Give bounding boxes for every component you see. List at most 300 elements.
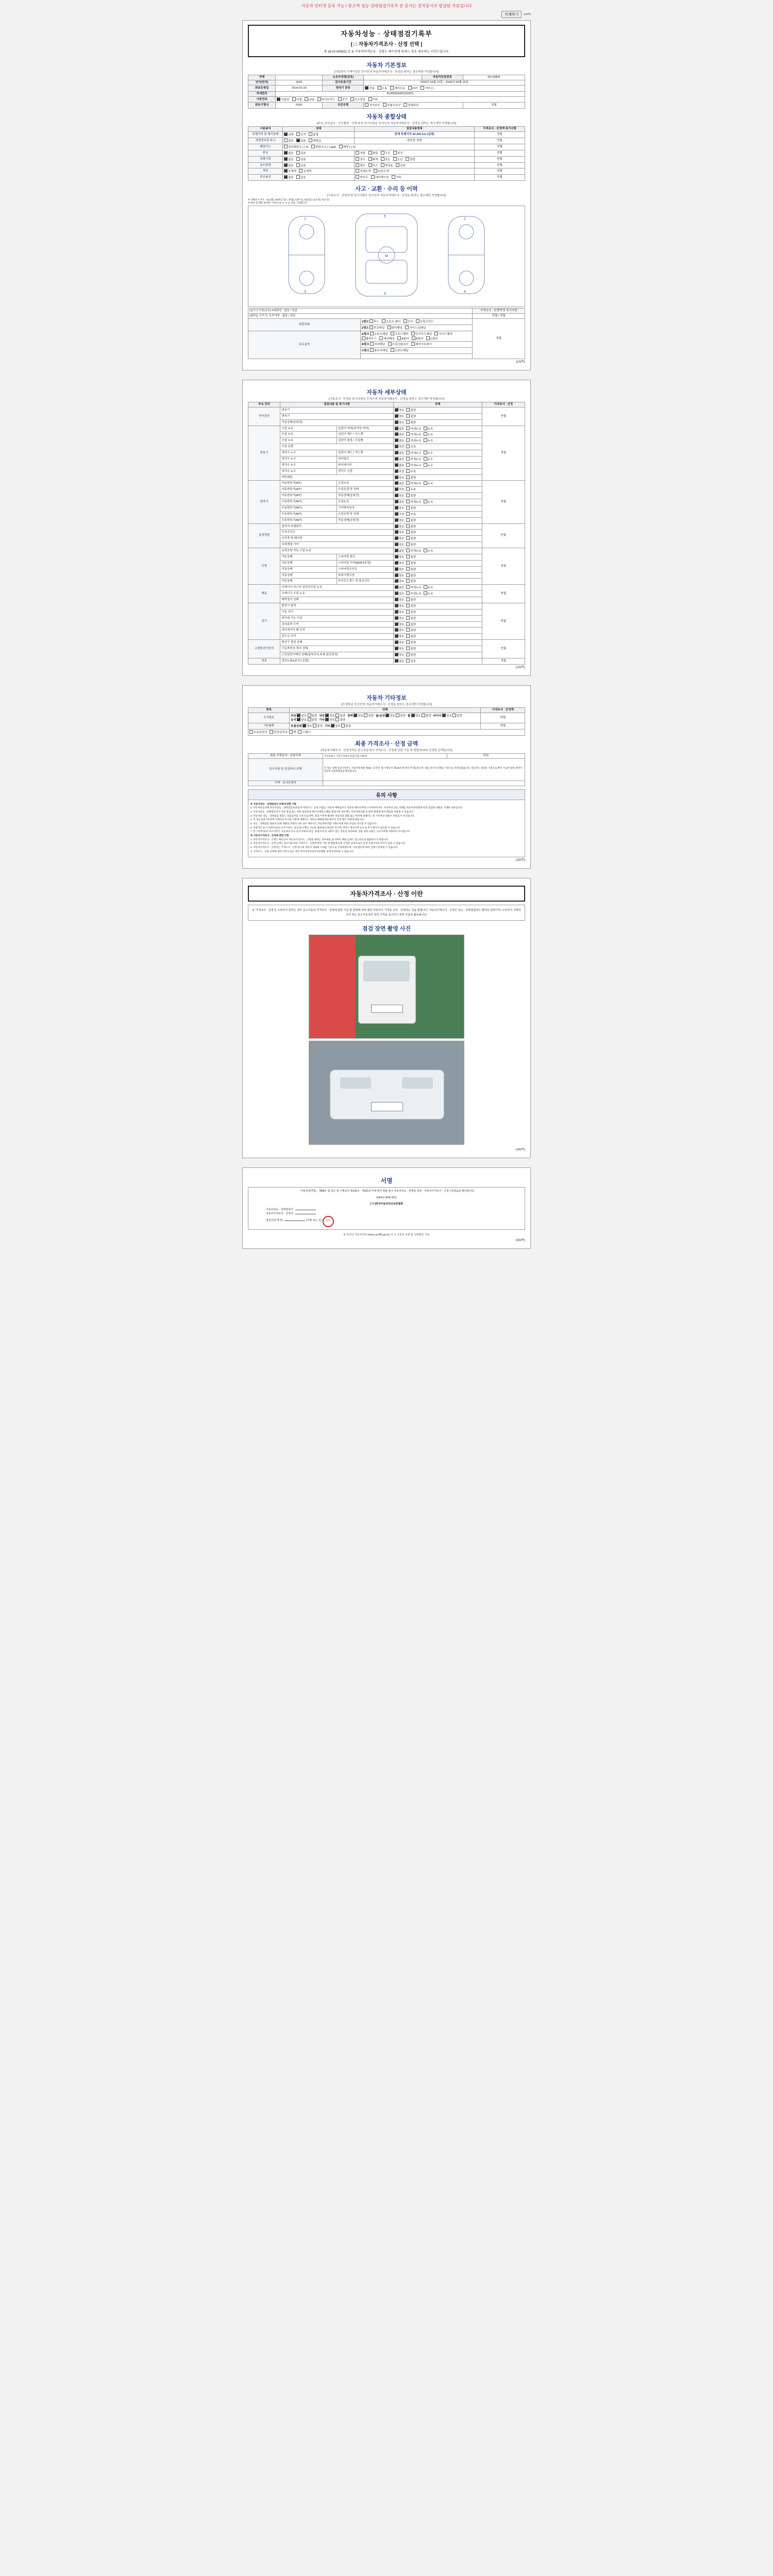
opt-양호[interactable]: ✓ 양호 bbox=[395, 567, 405, 572]
detail-item-options bbox=[393, 481, 482, 487]
opt-불량[interactable]: 불량 bbox=[406, 414, 416, 419]
section-etc-sub: [각 항목은 등사인의 자동차거래조사 · 산정을 원하는 경우에만 작성합니다] bbox=[341, 703, 432, 706]
etc-row-price: 연월 bbox=[481, 723, 525, 730]
opt-양호[interactable]: ✓ 양호 bbox=[395, 494, 405, 498]
opt-누유[interactable]: 누유 bbox=[424, 481, 433, 486]
row-label-special: 특별이력 bbox=[248, 156, 283, 162]
opt-적정[interactable]: ✓ 적정 bbox=[395, 487, 405, 492]
detail-group-1: 원동기 bbox=[248, 426, 280, 481]
opt-없음[interactable]: ✓ 없음 bbox=[395, 438, 405, 443]
row-label-color: 색상 bbox=[248, 168, 283, 175]
row-opts-color bbox=[282, 168, 354, 175]
part-cross-member[interactable]: 크로스맴버 bbox=[391, 332, 409, 336]
opt-양호[interactable]: ✓ 양호 bbox=[395, 524, 405, 529]
page-2-footer: (2/6쪽) bbox=[515, 666, 525, 669]
opt-special-flood[interactable]: 침수 bbox=[356, 157, 365, 162]
part-a-pillar[interactable]: A필러 bbox=[397, 336, 409, 341]
opt-tuning-illegal[interactable]: 불법 bbox=[368, 151, 378, 156]
opt-미세누유[interactable]: 미세누유 bbox=[406, 432, 421, 437]
opt-누유[interactable]: 누유 bbox=[424, 427, 433, 431]
part-trunk-floor[interactable]: 트렁크플로어 bbox=[388, 342, 409, 347]
part-wheel-house[interactable]: 휠하우스 bbox=[362, 336, 377, 341]
opt-불량[interactable]: 불량 bbox=[406, 476, 416, 480]
detail-col-state: 상태 bbox=[393, 402, 482, 408]
part-inside-panel[interactable]: 인사이드패널 bbox=[411, 332, 432, 336]
opt-usechange-rent[interactable]: 렌트 bbox=[356, 163, 365, 168]
opt-양호[interactable]: ✓ 양호 bbox=[395, 653, 405, 657]
opt-미세누수[interactable]: 미세누수 bbox=[406, 457, 421, 462]
row-price-plate: 연월 bbox=[474, 138, 525, 144]
detail-item-options bbox=[393, 530, 482, 536]
detail-item-options bbox=[393, 407, 482, 413]
opt-없음[interactable]: ✓ 없음 bbox=[395, 659, 405, 664]
opt-tuning-yes[interactable]: 있음 bbox=[296, 151, 306, 156]
detail-item-label: 작동상태 bbox=[280, 572, 337, 579]
detail-col-device: 주요 장치 bbox=[248, 402, 280, 408]
opt-양호[interactable]: ✓ 양호 bbox=[395, 628, 405, 633]
opt-plate-yes[interactable]: ✓ 있음 bbox=[296, 139, 306, 143]
price-row2-label: 특기사항 및 점검자의 견해 bbox=[248, 758, 323, 781]
opt-부족[interactable]: 부족 bbox=[406, 445, 416, 449]
opt-양호[interactable]: ✓ 양호 bbox=[395, 536, 405, 541]
opt-usechange-gov[interactable]: 관용 bbox=[396, 163, 406, 168]
top-notice: 자동차 인터넷 등록 가능 / 중고차 성능·상태점검기록부 본 문서는 전자문서로 발급된 자료입니다 bbox=[301, 4, 472, 8]
part-c-pillar[interactable]: C필러 bbox=[426, 336, 438, 341]
opt-불량[interactable]: 불량 bbox=[406, 536, 416, 541]
opt-누수[interactable]: 누수 bbox=[424, 457, 433, 462]
opt-없음[interactable]: ✓ 없음 bbox=[395, 591, 405, 596]
opt-양호[interactable]: ✓ 양호 bbox=[395, 543, 405, 547]
detail-group-price: 연월 bbox=[482, 523, 525, 548]
opt-없음[interactable]: ✓ 없음 bbox=[395, 432, 405, 437]
opt-양호[interactable]: ✓ 양호 bbox=[395, 647, 405, 651]
sign-row-1: 자동차가격조사 · 산정자 : bbox=[266, 1212, 523, 1216]
price-row3-label: 가격 · 조사산정자 bbox=[248, 781, 323, 786]
opt-불량[interactable]: 불량 bbox=[406, 530, 416, 535]
opt-불량[interactable]: 불량 bbox=[406, 653, 416, 657]
row-price-special: 연월 bbox=[474, 156, 525, 162]
etc-table bbox=[248, 707, 525, 736]
opt-tuning-none[interactable]: ✓ 없음 bbox=[284, 151, 294, 156]
part-b-pillar[interactable]: B필러 bbox=[412, 336, 423, 341]
opt-불량[interactable]: 불량 bbox=[406, 610, 416, 615]
opt-미세누수[interactable]: 미세누수 bbox=[406, 451, 421, 455]
detail-item-options bbox=[393, 634, 482, 640]
page-3-footer: (3/6쪽) bbox=[515, 859, 525, 862]
opt-양호[interactable]: ✓ 양호 bbox=[395, 530, 405, 535]
opt-불량[interactable]: 불량 bbox=[406, 543, 416, 547]
opt-special-fire[interactable]: 화재 bbox=[368, 157, 378, 162]
detail-item-label: 디퍼렌셜 기어 bbox=[280, 542, 393, 548]
detail-item-options bbox=[393, 548, 482, 554]
opt-special-none[interactable]: ✓ 없음 bbox=[284, 157, 294, 162]
opt-누유[interactable]: 누유 bbox=[424, 591, 433, 596]
row-sub-special bbox=[355, 156, 475, 162]
opt-transmission-cvt[interactable]: CVT bbox=[408, 86, 418, 91]
section-price-sub: [자동차거래조사 · 산정가격은 중고자동차의 가격조사 · 산정에 관한 기준 및 방법에 따라 산정한 금액입니다] bbox=[321, 749, 452, 752]
detail-item-options bbox=[393, 628, 482, 634]
section-etc-title: 자동차 기타정보 bbox=[366, 694, 407, 701]
etc-col-label: 항목 bbox=[248, 707, 290, 713]
etc-opt-안전삼각대[interactable]: 안전삼각대 bbox=[270, 730, 288, 735]
print-button[interactable]: 인쇄하기 bbox=[501, 11, 522, 18]
opt-mileage-unknown[interactable]: 불명 bbox=[309, 132, 318, 137]
opt-양호[interactable]: ✓ 양호 bbox=[395, 414, 405, 419]
photo-section-title: 점검 장면 촬영 사진 bbox=[362, 925, 411, 932]
part-quarter-panel[interactable]: 쿼터패널 bbox=[388, 326, 402, 330]
detail-item-label: 브레이크 마스터 실린더오일 누유 bbox=[280, 585, 393, 591]
detail-item-label: 와이퍼 기능 이상 bbox=[280, 615, 393, 621]
detail-item-options bbox=[393, 413, 482, 419]
page-4-footer: (4/6쪽) bbox=[515, 1148, 525, 1151]
etc-item-유리[interactable]: 유리 ✓ 양호 불량 bbox=[291, 718, 317, 722]
opt-누수[interactable]: 누수 bbox=[424, 451, 433, 455]
opt-없음[interactable]: ✓ 없음 bbox=[395, 427, 405, 431]
part-floor-panel[interactable]: 플로어패널 bbox=[370, 348, 388, 353]
sign-company: [ 사 ]한국자동차진단보증협회 bbox=[369, 1202, 404, 1206]
opt-누유[interactable]: 누유 bbox=[424, 432, 433, 437]
opt-미세누유[interactable]: 미세누유 bbox=[406, 585, 421, 590]
opt-color-achromatic[interactable]: ✓ 무채색 bbox=[284, 169, 296, 174]
section-accident-title: 사고 · 교환 · 수리 등 이력 bbox=[355, 186, 418, 193]
photo-front bbox=[309, 1041, 464, 1145]
detail-item-label: 연료누출(LP가스포함) bbox=[280, 658, 393, 664]
section-overall-sub: [주요, 주요골조 · 구조물과 · 산정에 및 특기사항은 등사인의 자동차거래조사 · 산정을 원하는 경우에만 작성합니다] bbox=[316, 122, 457, 126]
opt-적정[interactable]: ✓ 적정 bbox=[395, 445, 405, 449]
opt-불량[interactable]: 불량 bbox=[406, 555, 416, 560]
opt-미세누유[interactable]: 미세누유 bbox=[406, 481, 421, 486]
opt-usechange-lease[interactable]: 리스 bbox=[368, 163, 378, 168]
opt-options-navigation[interactable]: 네비게이션 bbox=[371, 175, 389, 180]
sheet-page-1 bbox=[242, 20, 531, 370]
part-side-sill-panel[interactable]: 사이드실패널 bbox=[405, 326, 426, 330]
row-label-options: 주요옵션 bbox=[248, 175, 283, 181]
detail-item-label: 추진축 및 베어링 bbox=[280, 536, 393, 542]
opt-불량[interactable]: 불량 bbox=[406, 573, 416, 578]
opt-누수[interactable]: 누수 bbox=[424, 463, 433, 468]
part-package-tray[interactable]: 패키지트레이 bbox=[411, 342, 432, 347]
page-1-footer: (1/6쪽) bbox=[515, 361, 525, 364]
opt-mileage-actual[interactable]: ✓ 실제 bbox=[284, 132, 294, 137]
opt-누유[interactable]: 누유 bbox=[424, 438, 433, 443]
etc-opt-사용설명서[interactable]: 사용설명서 bbox=[249, 730, 267, 735]
row-label-emission: 배출가스 bbox=[248, 144, 283, 150]
opt-불량[interactable]: 불량 bbox=[406, 640, 416, 645]
opt-fuel-electric[interactable]: 전기 bbox=[338, 97, 348, 102]
opt-양호[interactable]: ✓ 양호 bbox=[395, 616, 405, 621]
detail-item-label: 자동변속기(A/T) bbox=[280, 481, 337, 487]
detail-group-price: 연월 bbox=[482, 640, 525, 658]
etc-opt-잭[interactable]: 잭 bbox=[289, 730, 296, 735]
etc-item-부품상태[interactable]: 부품상태 ✓ 양호 불량 bbox=[291, 724, 323, 728]
sign-row-2: 점검자(산정자) : (서명 또는 인) 직인 bbox=[266, 1216, 523, 1227]
part-trunk-lid[interactable]: 트렁크리드 bbox=[416, 319, 434, 324]
damage-diagram[interactable] bbox=[248, 206, 525, 307]
detail-item-label: 수동변속기(M/T) bbox=[280, 499, 337, 505]
cell-label-carname: 차명 bbox=[248, 75, 276, 80]
opt-fuel-gasoline[interactable]: ✓ 가솔린 bbox=[277, 97, 289, 102]
col-head-price: 가격조사 · 산정액 특기사항 bbox=[474, 127, 525, 132]
detail-item-label: 오일 누유 bbox=[280, 432, 337, 438]
part-roof-panel[interactable]: 루프패널 bbox=[369, 326, 384, 330]
detail-col-price: 가격조사 · 산정 bbox=[482, 402, 525, 408]
caution-item: ※ 자동차성능 · 상태점검자 보험에 관한 사항 bbox=[250, 802, 297, 805]
etc-row-label: 수리필요 bbox=[248, 713, 290, 723]
detail-item-label: 수동변속기(M/T) bbox=[280, 517, 337, 523]
opt-emission-smoke[interactable]: 매연 ( ) % bbox=[339, 145, 356, 149]
opt-적정[interactable]: ✓ 적정 bbox=[395, 469, 405, 474]
etc-row bbox=[248, 723, 525, 730]
opt-양호[interactable]: ✓ 양호 bbox=[395, 573, 405, 578]
part-door[interactable]: 도어 bbox=[404, 319, 413, 324]
detail-item-label: 커먼레일 bbox=[280, 474, 393, 481]
opt-불량[interactable]: 불량 bbox=[406, 647, 416, 651]
detail-item-label: 수동변속기(M/T) bbox=[280, 511, 337, 517]
detail-item-options bbox=[393, 505, 482, 511]
detail-item-label: 자동변속기(A/T) bbox=[280, 487, 337, 493]
detail-row bbox=[248, 426, 525, 432]
opt-양호[interactable]: ✓ 양호 bbox=[395, 420, 405, 425]
opt-양호[interactable]: ✓ 양호 bbox=[395, 408, 405, 413]
caution-item: 1. 자동차성능상태 자동차성능 · 상태점검자(자동차거래조사 · 산정 포함)는 자동차 매매업자가 자동차 매수인에게 고지하여야 하는 자동차의 성능·상태를 자동차관리법에 따라 점검한 내용을 기재한 서류입니다. bbox=[250, 806, 463, 809]
opt-부족[interactable]: 부족 bbox=[406, 469, 416, 474]
opt-usechange-yes[interactable]: 있음 bbox=[296, 163, 306, 168]
opt-없음[interactable]: ✓ 없음 bbox=[395, 500, 405, 504]
opt-불량[interactable]: 불량 bbox=[406, 604, 416, 608]
opt-fuel-lpg[interactable]: LPG bbox=[305, 97, 314, 102]
opt-불량[interactable]: 불량 bbox=[406, 561, 416, 566]
section-overall-title: 자동차 종합상태 bbox=[366, 114, 407, 121]
opt-special-yes[interactable]: 있음 bbox=[296, 157, 306, 162]
opt-fuel-hydrogen[interactable]: 수소연료 bbox=[350, 97, 365, 102]
opt-누유[interactable]: 누유 bbox=[424, 500, 433, 504]
detail-item-label: 수동변속기(M/T) bbox=[280, 505, 337, 511]
opt-tuning-legal[interactable]: 적법 bbox=[356, 151, 365, 156]
opt-양호[interactable]: ✓ 양호 bbox=[395, 555, 405, 560]
detail-item-label: 구동축전지 격리 상태 bbox=[280, 646, 393, 652]
detail-group-price: 연월 bbox=[482, 548, 525, 585]
price-row2-text: 본 성능·상태 점검기록부는 자동차관리법 제58조 및 같은 법 시행규칙 제120조에 따라 작성되었으며, 점검 당시의 상태를 기준으로 작성되었습니다. 점검자는 점검일 기준으로 확인 가능한 범위 내에서 성실히 점검하였음을 확인합니다. bbox=[323, 758, 525, 781]
section-price-title: 최종 가격조사 · 산정 금액 bbox=[355, 741, 418, 747]
cell-label-fuel: 사용연료 bbox=[248, 96, 276, 103]
opt-있음[interactable]: 있음 bbox=[406, 659, 416, 664]
opt-양호[interactable]: ✓ 양호 bbox=[395, 561, 405, 566]
detail-item-options bbox=[393, 511, 482, 517]
etc-item-외관[interactable]: 외관 ✓ 양호 불량 bbox=[291, 714, 317, 718]
opt-color-chromatic[interactable]: 유채색 bbox=[299, 169, 311, 174]
opt-양호[interactable]: ✓ 양호 bbox=[395, 610, 405, 615]
opt-fuel-etc[interactable]: 기타 bbox=[368, 97, 378, 102]
opt-불량[interactable]: 불량 bbox=[406, 506, 416, 511]
detail-item-options bbox=[393, 579, 482, 585]
toolbar bbox=[242, 11, 531, 18]
cell-value-regno: 06-C0805 bbox=[463, 75, 525, 80]
caution-item: 4. 본 성능점검기록부에 기재되지 아니한 사항에 대해서는 자동차 매매업자와 매수인 간의 별도 약정에 따릅니다. bbox=[250, 818, 365, 821]
detail-row bbox=[248, 407, 525, 413]
row-sub-tuning bbox=[355, 150, 475, 156]
guide-title: 자동차가격조사 · 산정 이란 bbox=[248, 886, 525, 902]
opt-양호[interactable]: ✓ 양호 bbox=[395, 476, 405, 480]
detail-item-options bbox=[393, 517, 482, 523]
opt-양호[interactable]: ✓ 양호 bbox=[395, 604, 405, 608]
detail-item-label: 배력장치 상태 bbox=[280, 597, 393, 603]
opt-불량[interactable]: 불량 bbox=[406, 616, 416, 621]
opt-부족[interactable]: 부족 bbox=[406, 487, 416, 492]
part-hood[interactable]: 후드 bbox=[369, 319, 379, 324]
opt-options-none[interactable]: ✓ 없음 bbox=[284, 175, 294, 180]
opt-options-sunroof[interactable]: 썬루프 bbox=[356, 175, 368, 180]
detail-item-options bbox=[393, 523, 482, 530]
detail-item-sub: 파워크랭크암 bbox=[337, 572, 394, 579]
accident-group-outer: 외판부위 bbox=[248, 318, 361, 331]
opt-emission-hc[interactable]: 탄화수소 ( ) ppm bbox=[311, 145, 336, 149]
part-front-panel-c[interactable]: 프론트패널 bbox=[391, 348, 409, 353]
opt-불량[interactable]: 불량 bbox=[406, 634, 416, 639]
opt-transmission-auto[interactable]: ✓ 자동 bbox=[365, 86, 375, 91]
opt-transmission-etc[interactable]: 기타 ( ) bbox=[421, 86, 433, 91]
opt-양호[interactable]: ✓ 양호 bbox=[395, 506, 405, 511]
opt-불량[interactable]: 불량 bbox=[406, 622, 416, 627]
detail-item-sub: 스티어링 기어(MDPS포함) bbox=[337, 560, 394, 566]
opt-적정[interactable]: ✓ 적정 bbox=[395, 512, 405, 517]
opt-color-full-paint[interactable]: 전체도색 bbox=[356, 169, 371, 174]
opt-미세누유[interactable]: 미세누유 bbox=[406, 549, 421, 553]
row-opts-options bbox=[282, 175, 354, 181]
opt-불량[interactable]: 불량 bbox=[406, 579, 416, 584]
opt-tuning-structure[interactable]: 구조 bbox=[381, 151, 391, 156]
opt-양호[interactable]: ✓ 양호 bbox=[395, 622, 405, 627]
opt-없음[interactable]: ✓ 없음 bbox=[395, 481, 405, 486]
detail-item-label: 클러치 어셈블리 bbox=[280, 523, 393, 530]
opt-usechange-none[interactable]: ✓ 없음 bbox=[284, 163, 294, 168]
etc-item-타이어[interactable]: 타이어 ✓ 양호 불량 bbox=[433, 714, 462, 718]
opt-양호[interactable]: ✓ 양호 bbox=[395, 518, 405, 523]
opt-warranty-company[interactable]: 업체보증 bbox=[404, 103, 418, 108]
part-dash-panel[interactable]: 대쉬패널 bbox=[379, 336, 394, 341]
detail-group-5: 제동 bbox=[248, 585, 280, 603]
detail-item-sub: 오일누유 bbox=[337, 481, 394, 487]
opt-options-etc[interactable]: 기타 bbox=[392, 175, 401, 180]
opt-미세누유[interactable]: 미세누유 bbox=[406, 500, 421, 504]
detail-item-options bbox=[393, 652, 482, 658]
svg-text:M: M bbox=[385, 255, 388, 259]
svg-text:1: 1 bbox=[304, 217, 306, 222]
opt-없음[interactable]: ✓ 없음 bbox=[395, 463, 405, 468]
price-row1-value: 만원 bbox=[447, 754, 525, 759]
opt-없음[interactable]: ✓ 없음 bbox=[395, 457, 405, 462]
etc-item-기타[interactable]: 기타 ✓ 양호 불량 bbox=[319, 718, 345, 722]
opt-transmission-semi[interactable]: 세미오토 bbox=[390, 86, 405, 91]
detail-item-label: 작동상태 bbox=[280, 566, 337, 572]
etc-rows-body bbox=[248, 713, 525, 736]
opt-누유[interactable]: 누유 bbox=[424, 549, 433, 553]
caution-item: 2. 자동차성능 · 상태점검자가 부실 점검 또는 허위 점검하여 매수인에게 손해를 발생시킨 경우에는 자동차관리법 및 관련 법령에 따라 책임을 부담할 수 있습니다. bbox=[250, 810, 414, 814]
opt-부족[interactable]: 부족 bbox=[406, 512, 416, 517]
etc-opt-스패너[interactable]: 스패너 bbox=[298, 730, 310, 735]
opt-color-partial-paint[interactable]: 부분도색 bbox=[374, 169, 389, 174]
opt-미세누유[interactable]: 미세누유 bbox=[406, 427, 421, 431]
cell-value-carname bbox=[276, 75, 323, 80]
opt-미세누유[interactable]: 미세누유 bbox=[406, 591, 421, 596]
opt-warranty-insurer[interactable]: 보험사보증 bbox=[383, 103, 401, 108]
opt-미세누수[interactable]: 미세누수 bbox=[406, 463, 421, 468]
opt-emission-co[interactable]: 일산화탄소 ( ) % bbox=[284, 145, 309, 149]
part-side-member[interactable]: 사이드맴버 bbox=[434, 332, 452, 336]
etc-item-기타[interactable]: 기타 ✓ 양호 불량 bbox=[325, 724, 351, 728]
etc-item-내장[interactable]: 내장 ✓ 양호 불량 bbox=[319, 714, 345, 718]
sign-date: 2024년 00월 00일 bbox=[376, 1196, 397, 1200]
document-footer: ※ 차산인 자동차정보 (www.car365.go.kr) 의 수 공통중 조회 및 진위확인 가능 bbox=[343, 1233, 430, 1237]
opt-양호[interactable]: ✓ 양호 bbox=[395, 598, 405, 602]
caution-item: 6. 주행거리 표시기(계기판)의 조작 여부는 점검 당시 확인 가능한 범위에서 판단한 것이며, 제작사 정비이력 등으로 추가 확인이 필요할 수 있습니다. bbox=[250, 826, 401, 829]
opt-불량[interactable]: 불량 bbox=[406, 518, 416, 523]
accident-rank-a: A랭크 프론트패널 크로스맴버 인사이드패널 사이드맴버 휠하우스 대쉬패널 A필러 B필러 C필러 bbox=[360, 331, 473, 342]
opt-warranty-self[interactable]: 자가보증 bbox=[365, 103, 380, 108]
etc-item-광택[interactable]: 광택 ✓ 양호 불량 bbox=[347, 714, 374, 718]
opt-fuel-diesel[interactable]: 디젤 bbox=[292, 97, 302, 102]
opt-fuel-hybrid[interactable]: 하이브리드 bbox=[317, 97, 335, 102]
opt-plate-reissue[interactable]: 재발급 bbox=[309, 139, 321, 143]
opt-special-total[interactable]: 전손 bbox=[381, 157, 391, 162]
opt-불량[interactable]: 불량 bbox=[406, 598, 416, 602]
opt-options-yes[interactable]: 있음 bbox=[296, 175, 306, 180]
detail-item-sub: 실린더 헤드 / 가스켓 bbox=[337, 450, 394, 456]
row-price-tuning: 연월 bbox=[474, 150, 525, 156]
caution-item: 3. 자동차의 성능 · 상태점검 결과는 점검일자를 기준으로 하며, 점검 이후에 발생한 자동차의 결함 또는 하자에 대해서는 본 기록부의 내용이 적용되지 아니합니다. bbox=[250, 814, 415, 817]
detail-item-options bbox=[393, 603, 482, 609]
detail-item-label: 윈도우 모터 bbox=[280, 634, 393, 640]
opt-미세누유[interactable]: 미세누유 bbox=[406, 438, 421, 443]
caution-item: 4. 가격조사 · 산정 금액에 대한 이의가 있는 경우 한국자동차진단보증협회 등에 문의하실 수 있습니다. bbox=[250, 850, 354, 853]
opt-불량[interactable]: 불량 bbox=[406, 628, 416, 633]
opt-tuning-device[interactable]: 장치 bbox=[393, 151, 403, 156]
etc-item-휠[interactable]: 휠 ✓ 양호 불량 bbox=[408, 714, 431, 718]
opt-양호[interactable]: ✓ 양호 bbox=[395, 640, 405, 645]
part-front-panel[interactable]: 프론트패널 bbox=[370, 332, 388, 336]
opt-mileage-manipulated[interactable]: 조작 bbox=[296, 132, 306, 137]
opt-양호[interactable]: ✓ 양호 bbox=[395, 579, 405, 584]
opt-불량[interactable]: 불량 bbox=[406, 494, 416, 498]
opt-없음[interactable]: ✓ 없음 bbox=[395, 585, 405, 590]
opt-불량[interactable]: 불량 bbox=[406, 567, 416, 572]
opt-불량[interactable]: 불량 bbox=[406, 420, 416, 425]
cell-value-vin: KLRK0DG6F2010/01 bbox=[276, 91, 525, 96]
opt-누유[interactable]: 누유 bbox=[424, 585, 433, 590]
cell-value-transmission bbox=[364, 85, 525, 91]
accident-q2: (2)단순 수리 등 유무여부 : 없음 / 있음 bbox=[248, 314, 473, 319]
opt-불량[interactable]: 불량 bbox=[406, 524, 416, 529]
opt-special-theft[interactable]: 도난 bbox=[393, 157, 403, 162]
etc-item-룸/실내[interactable]: 룸/실내 ✓ 양호 불량 bbox=[376, 714, 406, 718]
price-row3-value bbox=[323, 781, 525, 786]
part-rear-panel[interactable]: 리어패널 bbox=[370, 342, 385, 347]
detail-item-sub: 스티어링조인트 bbox=[337, 566, 394, 572]
opt-없음[interactable]: ✓ 없음 bbox=[395, 451, 405, 455]
opt-불량[interactable]: 불량 bbox=[406, 408, 416, 413]
detail-group-price: 연월 bbox=[482, 658, 525, 664]
opt-양호[interactable]: ✓ 양호 bbox=[395, 634, 405, 639]
part-front-fender[interactable]: 프론트 펜더 bbox=[382, 319, 400, 324]
opt-special-defect[interactable]: 결함 bbox=[406, 157, 415, 162]
opt-transmission-manual[interactable]: 수동 bbox=[378, 86, 388, 91]
caution-item: 2. 자동차가격조사 · 산정 금액은 중고자동차의 가격조사 · 산정에 관한 기준 및 방법에 따라 산정된 금액으로서 실제 거래가격과 차이가 있을 수 있습니다. bbox=[250, 842, 406, 845]
opt-plate-none[interactable]: 없음 bbox=[284, 139, 294, 143]
opt-없음[interactable]: ✓ 없음 bbox=[395, 549, 405, 553]
detail-row bbox=[248, 523, 525, 530]
opt-usechange-business[interactable]: 영업용 bbox=[381, 163, 393, 168]
detail-item-sub: 실린더 블록 / 오일팬 bbox=[337, 438, 394, 444]
cell-label-regno: 자동차등록번호 bbox=[422, 75, 463, 80]
